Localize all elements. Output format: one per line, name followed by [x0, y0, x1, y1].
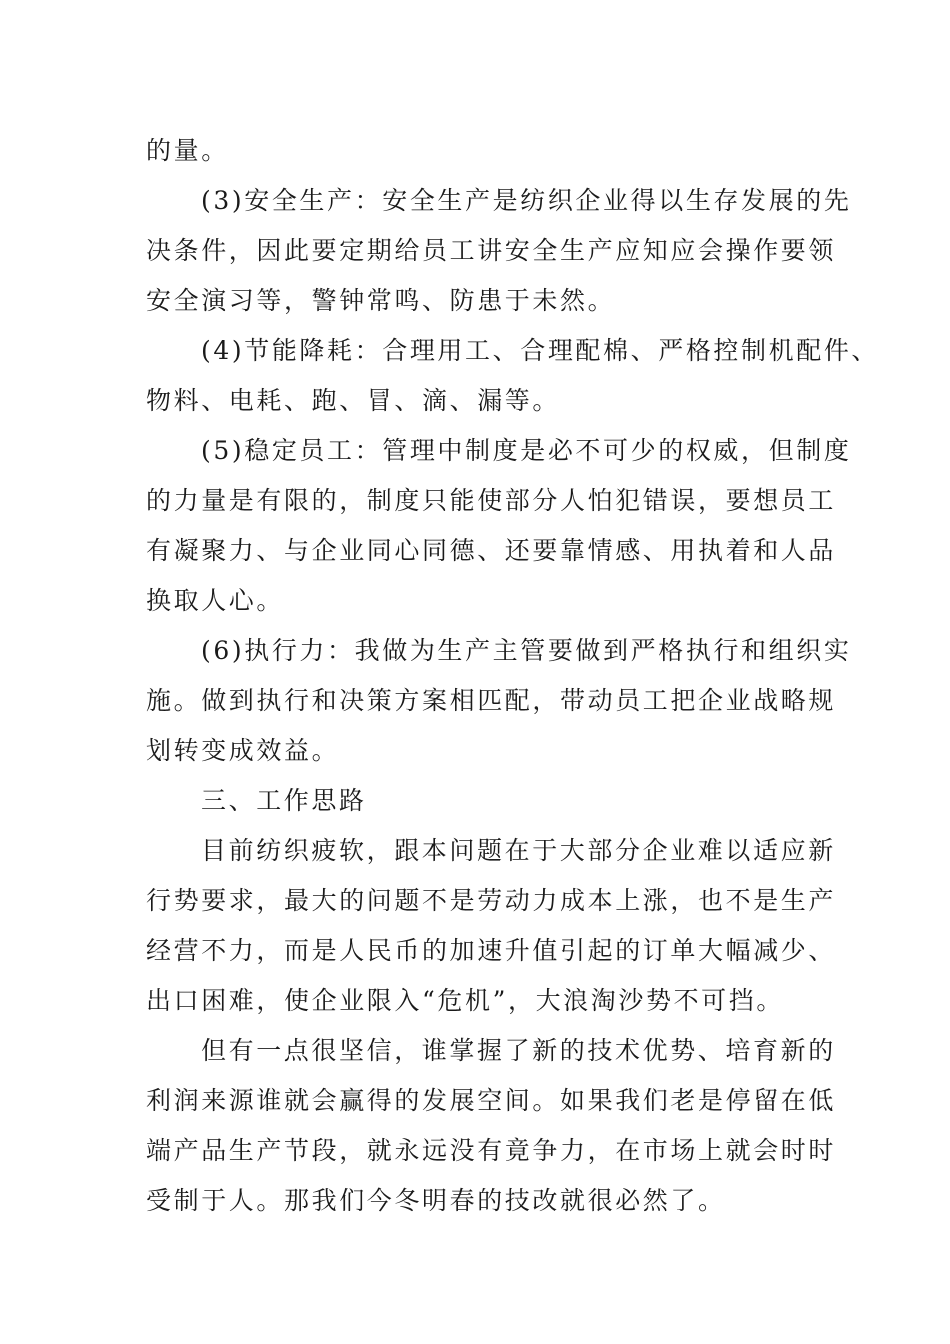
section-heading: 三、工作思路 [201, 786, 367, 815]
text-line: 决条件，因此要定期给员工讲安全生产应知应会操作要领 [146, 236, 837, 265]
text-line: 经营不力，而是人民币的加速升值引起的订单大幅减少、 [146, 936, 837, 965]
text-line: 出口困难，使企业限入“危机”，大浪淘沙势不可挡。 [146, 986, 784, 1015]
text-line: (4)节能降耗：合理用工、合理配棉、严格控制机配件、 [201, 336, 880, 365]
text-line: 利润来源谁就会赢得的发展空间。如果我们老是停留在低 [146, 1086, 837, 1115]
text-line: 划转变成效益。 [146, 736, 340, 765]
text-line: (6)执行力：我做为生产主管要做到严格执行和组织实 [201, 636, 852, 665]
text-line: 但有一点很坚信，谁掌握了新的技术优势、培育新的 [201, 1036, 836, 1065]
text-line: 施。做到执行和决策方案相匹配，带动员工把企业战略规 [146, 686, 837, 715]
text-line: 目前纺织疲软，跟本问题在于大部分企业难以适应新 [201, 836, 836, 865]
text-line: 换取人心。 [146, 586, 285, 615]
text-line: (3)安全生产：安全生产是纺织企业得以生存发展的先 [201, 186, 852, 215]
text-line: 有凝聚力、与企业同心同德、还要靠情感、用执着和人品 [146, 536, 837, 565]
text-line: 行势要求，最大的问题不是劳动力成本上涨，也不是生产 [146, 886, 837, 915]
text-line: (5)稳定员工：管理中制度是必不可少的权威，但制度 [201, 436, 852, 465]
text-line: 的力量是有限的，制度只能使部分人怕犯错误，要想员工 [146, 486, 837, 515]
text-line: 安全演习等，警钟常鸣、防患于未然。 [146, 286, 616, 315]
text-line: 受制于人。那我们今冬明春的技改就很必然了。 [146, 1186, 726, 1215]
text-line: 端产品生产节段，就永远没有竟争力，在市场上就会时时 [146, 1136, 837, 1165]
text-line: 物料、电耗、跑、冒、滴、漏等。 [146, 386, 561, 415]
document-body [146, 126, 880, 1226]
text-line: 的量。 [146, 136, 229, 165]
